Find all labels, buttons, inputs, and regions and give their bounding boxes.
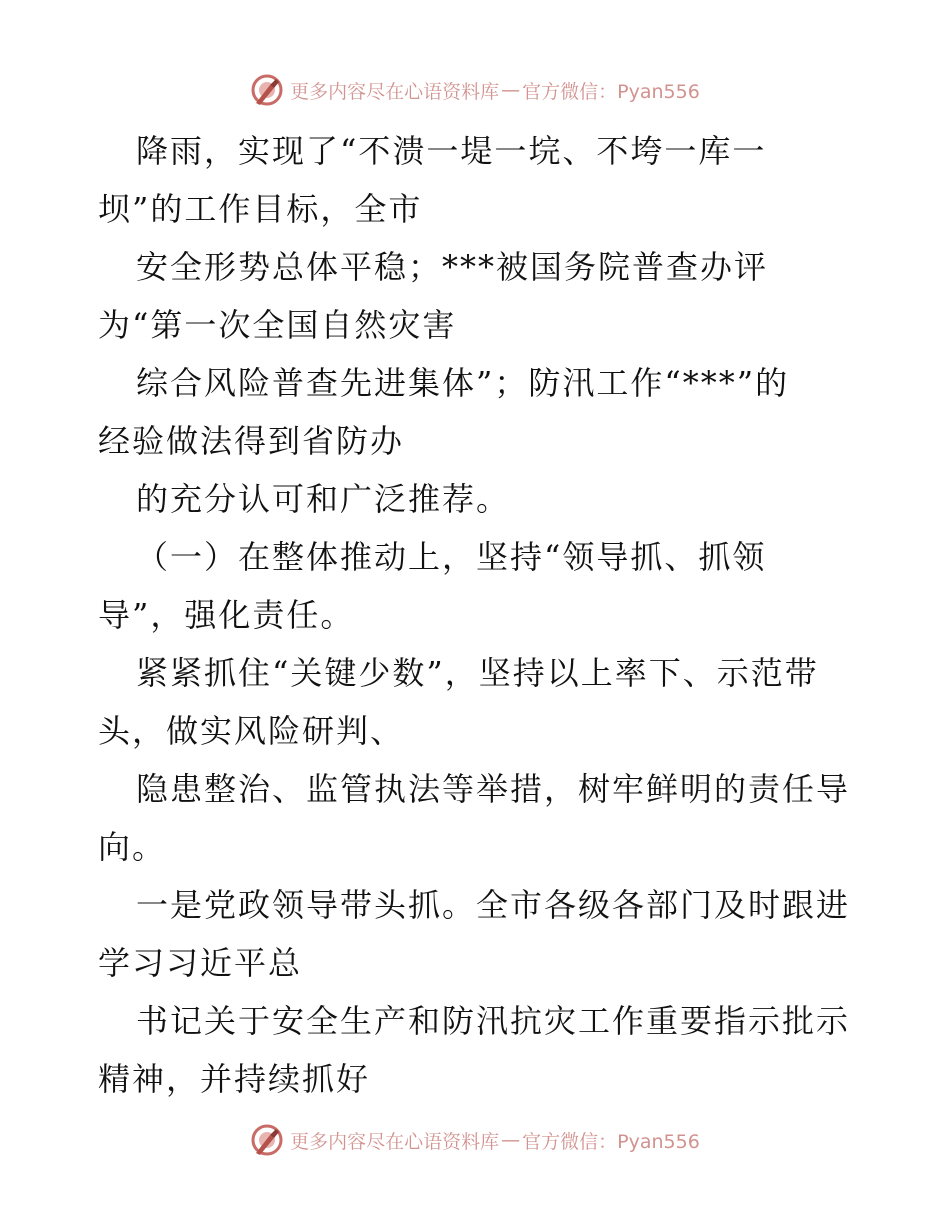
text-line: 坝”的工作目标，全市 bbox=[98, 190, 423, 228]
watermark-official: 官方微信：Pyan556 bbox=[522, 80, 700, 103]
text-line: 隐患整治、监管执法等举措，树牢鲜明的责任导 bbox=[136, 770, 851, 808]
pen-logo-icon bbox=[250, 73, 284, 107]
text-line: 学习习近平总 bbox=[98, 944, 303, 982]
text-line: 头，做实风险研判、 bbox=[98, 712, 405, 750]
text-line: 安全形势总体平稳；***被国务院普查办评 bbox=[136, 248, 769, 286]
text-line: 的充分认可和广泛推荐。 bbox=[136, 480, 511, 518]
pen-logo-icon bbox=[250, 1123, 284, 1157]
text-line: 综合风险普查先进集体”；防汛工作“***”的 bbox=[136, 364, 790, 402]
watermark-text: 更多内容尽在心语资料库 bbox=[290, 80, 500, 103]
watermark-separator: — bbox=[501, 79, 521, 101]
text-line: 紧紧抓住“关键少数”，坚持以上率下、示范带 bbox=[136, 654, 819, 692]
header-watermark bbox=[0, 70, 950, 110]
text-line: 经验做法得到省防办 bbox=[98, 422, 405, 460]
text-line: （一）在整体推动上，坚持“领导抓、抓领 bbox=[136, 538, 767, 576]
footer-watermark bbox=[0, 1120, 950, 1160]
text-line: 为“第一次全国自然灾害 bbox=[98, 306, 457, 344]
text-line: 降雨，实现了“不溃一堤一垸、不垮一库一 bbox=[136, 132, 767, 170]
document-body bbox=[98, 122, 858, 1108]
text-line: 书记关于安全生产和防汛抗灾工作重要指示批示 bbox=[136, 1002, 851, 1040]
watermark-text: 更多内容尽在心语资料库 bbox=[290, 1130, 500, 1153]
text-line: 一是党政领导带头抓。全市各级各部门及时跟进 bbox=[136, 886, 851, 924]
watermark-separator: — bbox=[501, 1129, 521, 1151]
text-line: 向。 bbox=[98, 828, 167, 866]
text-line: 导”，强化责任。 bbox=[98, 596, 355, 634]
text-line: 精神，并持续抓好 bbox=[98, 1060, 371, 1098]
watermark-official: 官方微信：Pyan556 bbox=[522, 1130, 700, 1153]
